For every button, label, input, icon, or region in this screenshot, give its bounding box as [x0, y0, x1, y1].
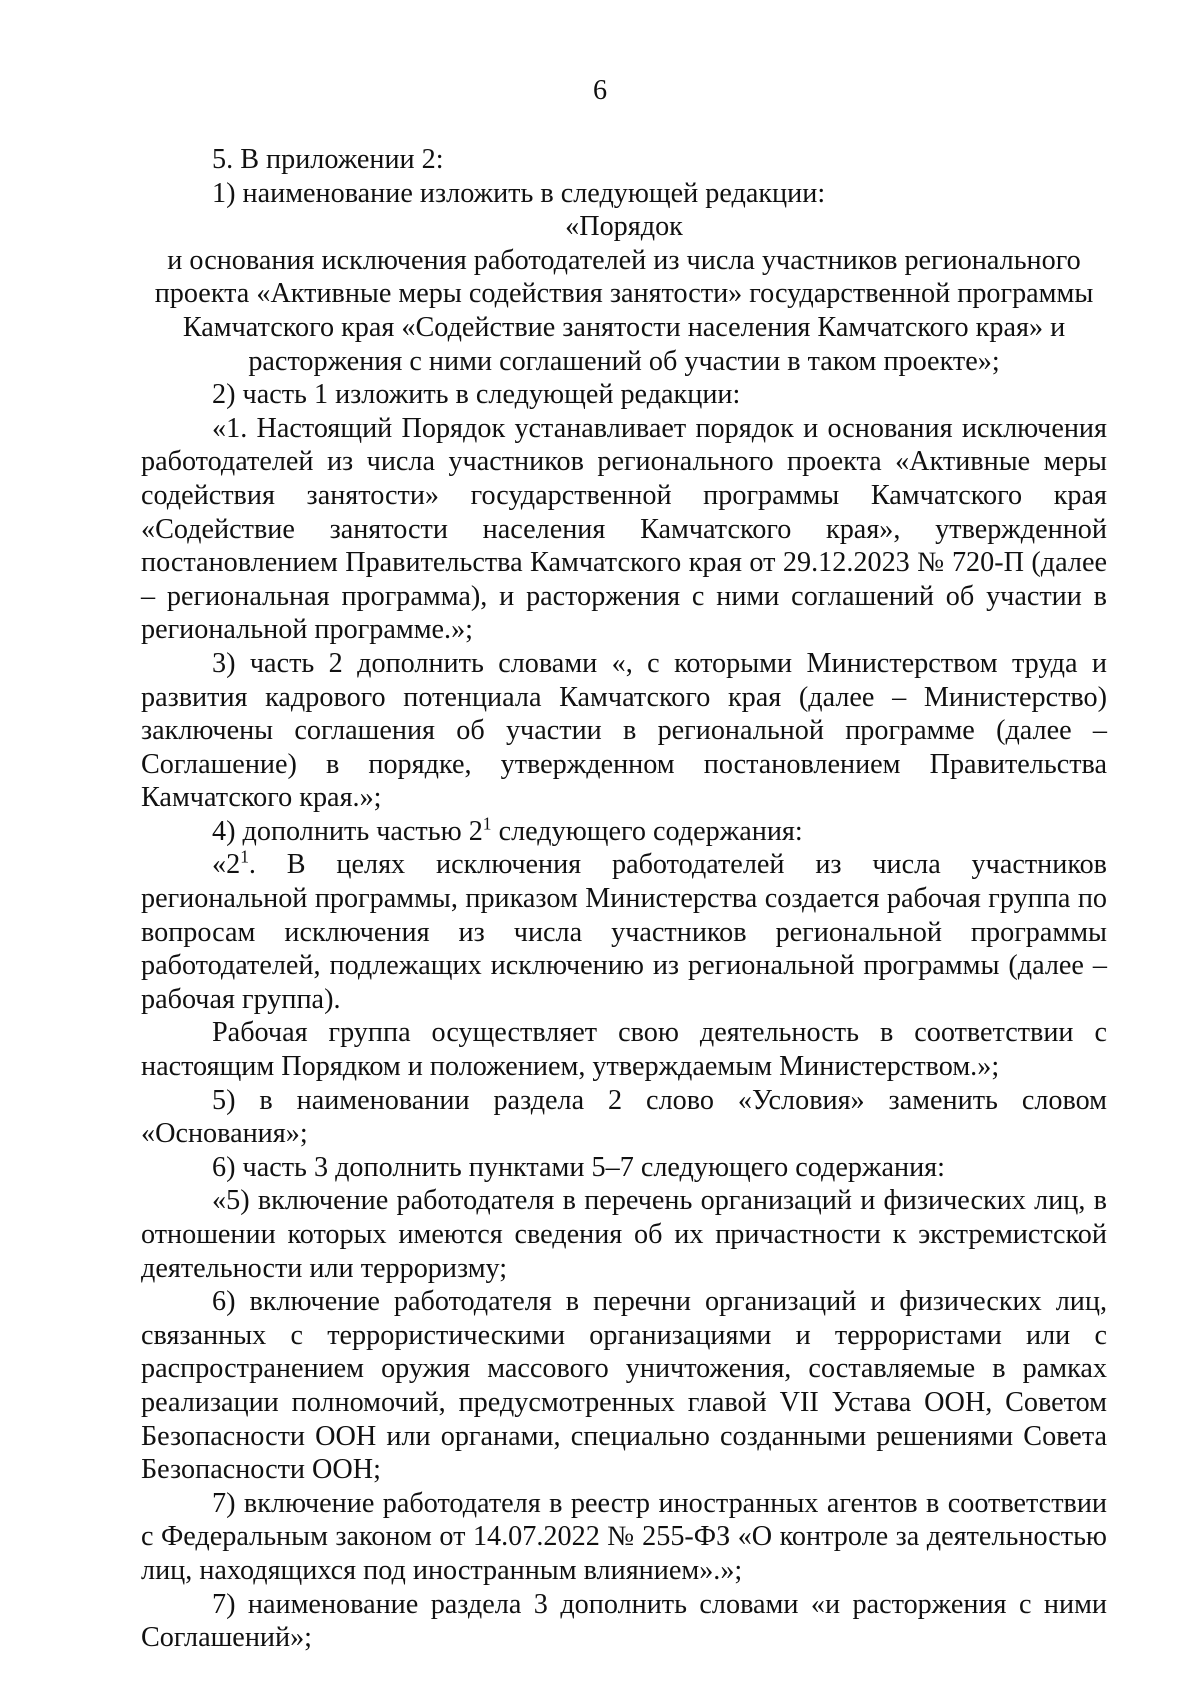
paragraph-item-7: 7) наименование раздела 3 дополнить словами «и расторжения с ними Соглашений»; — [141, 1588, 1107, 1654]
procedure-title-line: и основания исключения работодателей из числа участников регионального — [167, 244, 1081, 276]
procedure-title — [141, 210, 1107, 378]
paragraph-working-group: Рабочая группа осуществляет свою деятельность в соответствии с настоящим Порядком и положением, утверждаемым Министерством.»; — [141, 1017, 1107, 1083]
paragraph-item-5: 5) в наименовании раздела 2 слово «Условия» заменить словом «Основания»; — [141, 1084, 1107, 1150]
text-run: «2 — [212, 849, 241, 881]
superscript: 1 — [482, 813, 492, 834]
paragraph-item-4 — [141, 815, 1107, 849]
text-run: 4) дополнить частью 2 — [212, 815, 483, 847]
superscript: 1 — [240, 846, 249, 867]
procedure-title-line: расторжения с ними соглашений об участии в таком проекте»; — [248, 345, 1000, 377]
text-run: следующего содержания: — [491, 815, 803, 847]
paragraph-item-3: 3) часть 2 дополнить словами «, с которыми Министерством труда и развития кадрового потенциала Камчатского края (далее – Министерство) заключены соглашения об участии в региональной программе (далее – Соглашение) в порядке, утвержденном постановлением Правительства Камчатского края.»; — [141, 647, 1107, 814]
paragraph-point-6: 6) включение работодателя в перечни организаций и физических лиц, связанных с террористическими организациями и террористами или с распространением оружия массового уничтожения, составляемые в рамках реализации полномочий, предусмотренных главой VII Устава ООН, Советом Безопасности ООН или органами, специально созданными решениями Совета Безопасности ООН; — [141, 1286, 1107, 1486]
procedure-title-line: «Порядок — [565, 211, 683, 243]
paragraph-point-5: «5) включение работодателя в перечень организаций и физических лиц, в отношении которых имеются сведения об их причастности к экстремистской деятельности или терроризму; — [141, 1185, 1107, 1284]
paragraph-item-1: 1) наименование изложить в следующей редакции: — [212, 177, 826, 209]
paragraph-point-7: 7) включение работодателя в реестр иностранных агентов в соответствии с Федеральным законом от 14.07.2022 № 255-ФЗ «О контроле за деятельностью лиц, находящихся под иностранным влиянием».»; — [141, 1487, 1107, 1586]
procedure-title-line: Камчатского края «Содействие занятости населения Камчатского края» и — [182, 311, 1066, 343]
paragraph-part-2-1-text — [141, 848, 1107, 1016]
paragraph-item-6: 6) часть 3 дополнить пунктами 5–7 следующего содержания: — [212, 1151, 945, 1183]
document-body — [141, 143, 1107, 1655]
text-run: . В целях исключения работодателей из числа участников региональной программы, приказом Министерства создается рабочая группа по вопросам исключения из числа участников региональной программы работодателей, подлежащих исключению из региональной программы (далее – рабочая группа). — [141, 849, 1107, 1015]
paragraph-part-1-text: «1. Настоящий Порядок устанавливает порядок и основания исключения работодателей из числа участников регионального проекта «Активные меры содействия занятости» государственной программы Камчатского края «Содействие занятости населения Камчатского края», утвержденной постановлением Правительства Камчатского края от 29.12.2023 № 720-П (далее – региональная программа), и расторжения с ними соглашений об участии в региональной программе.»; — [141, 412, 1107, 646]
page-number: 6 — [592, 75, 608, 106]
paragraph-appendix-2: 5. В приложении 2: — [212, 144, 444, 175]
paragraph-item-2: 2) часть 1 изложить в следующей редакции: — [212, 379, 741, 411]
procedure-title-line: проекта «Активные меры содействия занятости» государственной программы — [154, 278, 1094, 310]
